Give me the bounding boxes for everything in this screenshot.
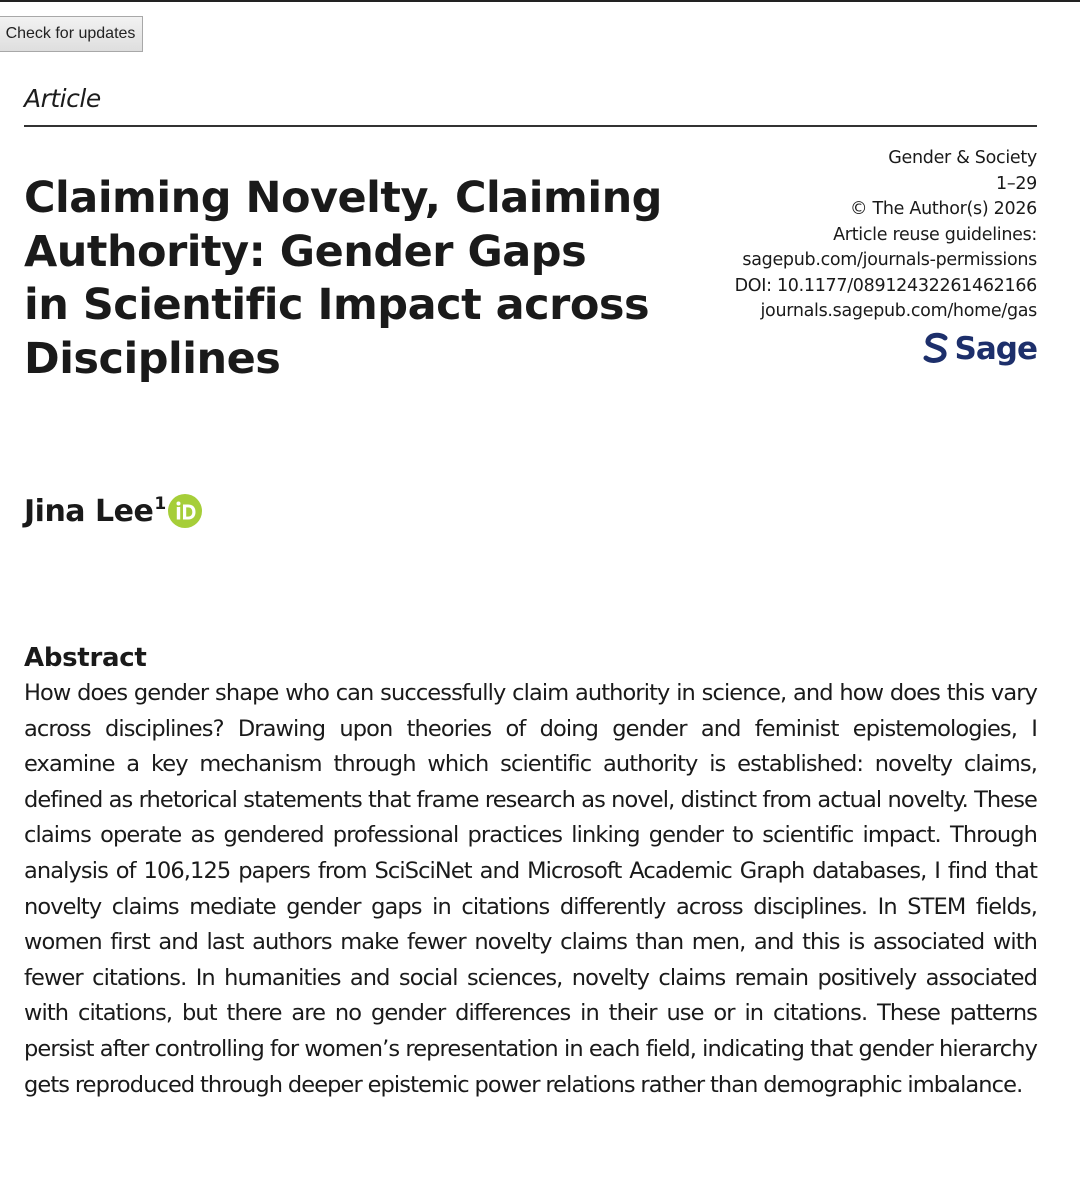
abstract-body: How does gender shape who can successfully claim authority in science, and how does this vary across disciplines? Drawing upon theories of doing gender and feminist epistemologies, I examine a key mechanism through which scientific authority is established: novelty claims, defined as rhetorical statements that frame research as novel, distinct from actual novelty. These claims operate as gendered professional practices linking gender to scientific impact. Through analysis of 106,125 papers from SciSciNet and Microsoft Academic Graph databases, I find that novelty claims mediate gender gaps in citations differently across disciplines. In STEM fields, women first and last authors make fewer novelty claims than men, and this is associated with fewer citations. In humanities and social sciences, novelty claims remain positively associated with citations, but there are no gender differences in their use or in citations. These patterns persist after controlling for women’s representation in each field, indicating that gender hierarchy gets reproduced through deeper epistemic power relations rather than demographic imbalance. — [24, 680, 1037, 1098]
page-range: 1–29 — [996, 173, 1037, 194]
journal-name: Gender & Society — [888, 148, 1037, 168]
author-line — [24, 490, 202, 534]
sage-wordmark: Sage — [954, 331, 1037, 367]
top-border-rule — [0, 0, 1080, 2]
title-line: Authority: Gender Gaps — [24, 226, 587, 277]
abstract-heading: Abstract — [24, 643, 147, 673]
author-name[interactable]: Jina Lee — [24, 494, 154, 529]
journal-home-link[interactable]: journals.sagepub.com/home/gas — [760, 301, 1037, 321]
title-line: Disciplines — [24, 333, 281, 384]
orcid-icon[interactable] — [168, 494, 202, 528]
article-type-label: Article — [24, 84, 101, 113]
permissions-link[interactable]: sagepub.com/journals-permissions — [742, 250, 1037, 270]
reuse-guidelines-label: Article reuse guidelines: — [833, 224, 1037, 245]
article-title — [24, 172, 684, 386]
sage-s-icon — [923, 332, 949, 366]
copyright-notice: © The Author(s) 2026 — [850, 199, 1037, 219]
title-line: in Scientific Impact across — [24, 280, 650, 330]
sage-publisher-logo — [923, 329, 1037, 369]
check-for-updates-button[interactable]: Check for updates — [0, 16, 143, 52]
doi-link[interactable]: DOI: 10.1177/08912432261462166 — [734, 275, 1037, 296]
affiliation-mark: 1 — [154, 494, 167, 514]
title-line: Claiming Novelty, Claiming — [24, 173, 662, 223]
header-divider — [24, 125, 1037, 127]
